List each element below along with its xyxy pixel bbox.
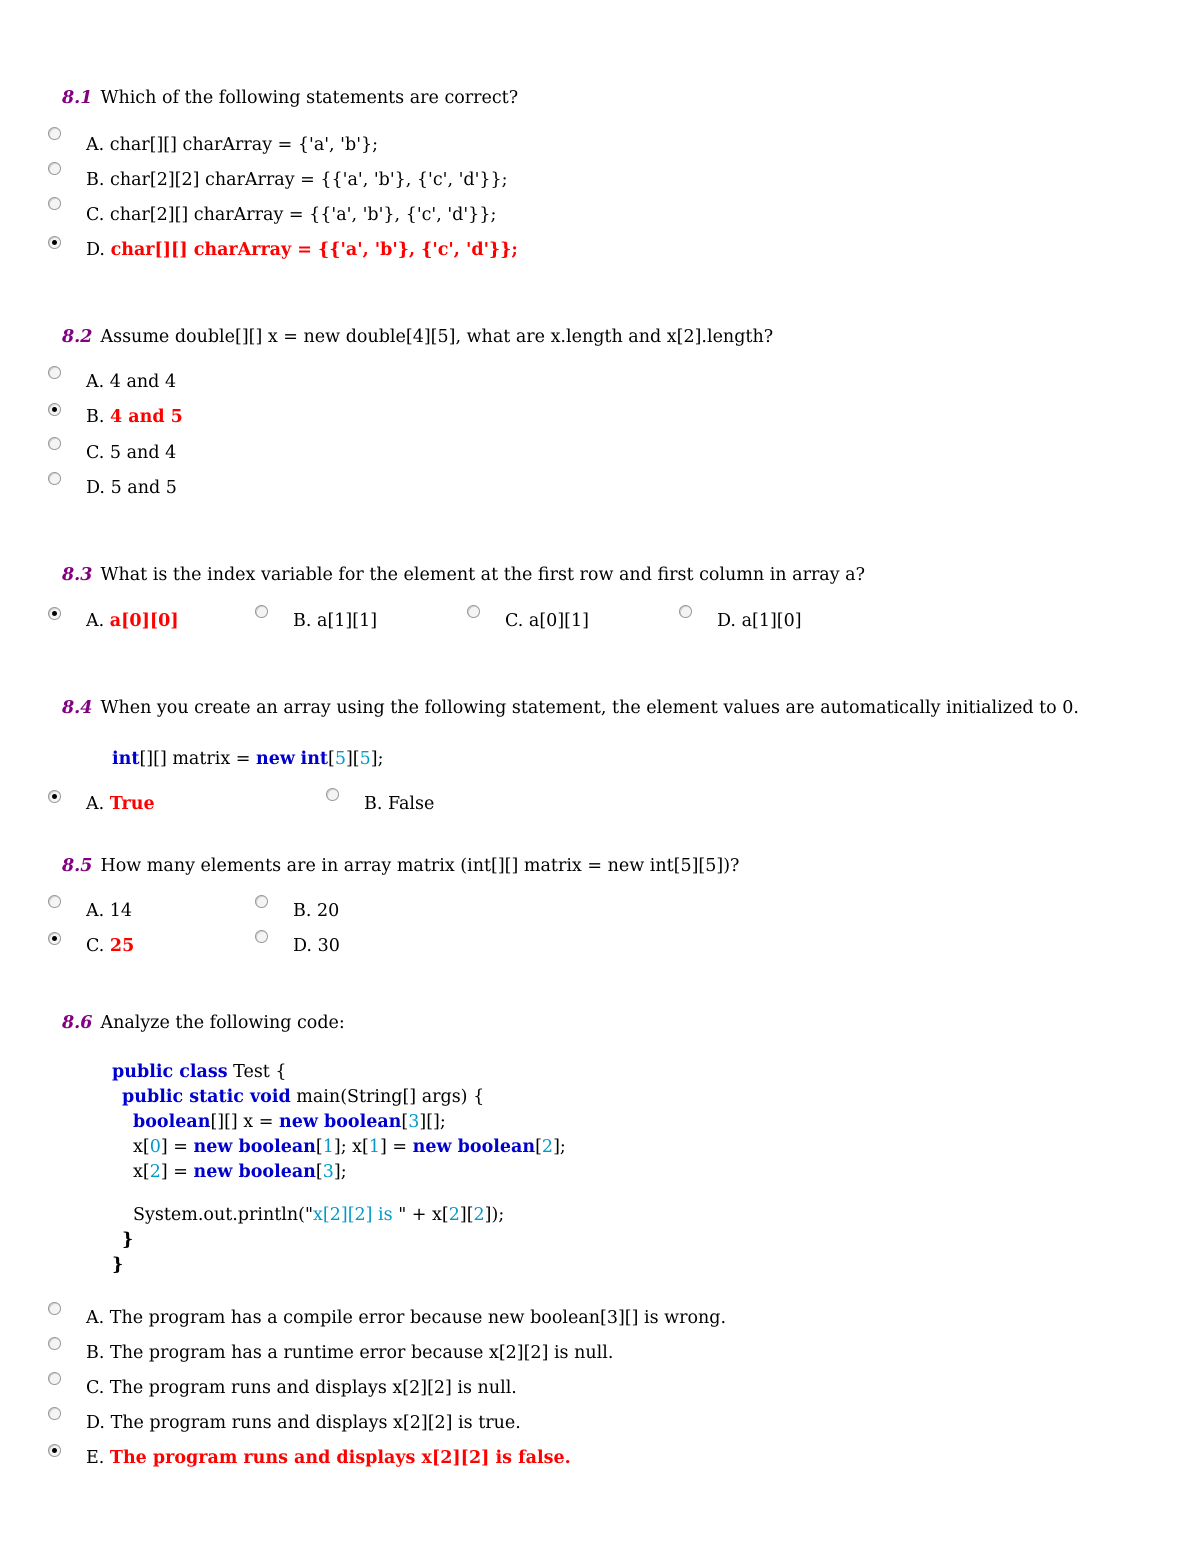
radio-button-q3-a[interactable] [48, 607, 61, 620]
code-line: public class Test { [112, 1062, 287, 1082]
radio-button-q5-d[interactable] [255, 930, 268, 943]
question-8-3-text: 8.3 What is the index variable for the element at the first row and first column in array a? [62, 565, 866, 585]
correct-answer: 4 and 5 [110, 407, 183, 427]
radio-button-q6-e[interactable] [48, 1444, 61, 1457]
radio-button-q5-c[interactable] [48, 932, 61, 945]
radio-button-q3-b[interactable] [255, 605, 268, 618]
question-8-4-text: 8.4 When you create an array using the following statement, the element values are automatically initialized to 0. [62, 698, 1079, 718]
radio-button-q3-d[interactable] [679, 605, 692, 618]
code-line: System.out.println("x[2][2] is " + x[2][2]); [133, 1205, 505, 1225]
radio-button-q6-b[interactable] [48, 1337, 61, 1350]
correct-answer: 25 [109, 936, 135, 956]
code-line: boolean[][] x = new boolean[3][]; [133, 1112, 446, 1132]
question-8-5-text: 8.5 How many elements are in array matrix (int[][] matrix = new int[5][5])? [62, 856, 740, 876]
radio-button-q1-d[interactable] [48, 236, 61, 249]
code-snippet-q4: int[][] matrix = new int[5][5]; [112, 749, 384, 769]
radio-button-q2-c[interactable] [48, 437, 61, 450]
question-8-2-text: 8.2 Assume double[][] x = new double[4][5], what are x.length and x[2].length? [62, 327, 774, 347]
code-line: x[0] = new boolean[1]; x[1] = new boolean[2]; [133, 1137, 566, 1157]
radio-button-q3-c[interactable] [467, 605, 480, 618]
correct-answer: char[][] charArray = {{'a', 'b'}, {'c', 'd'}}; [110, 240, 518, 260]
correct-answer: a[0][0] [109, 611, 179, 631]
code-line: x[2] = new boolean[3]; [133, 1162, 347, 1182]
radio-button-q1-a[interactable] [48, 127, 61, 140]
radio-button-q5-b[interactable] [255, 895, 268, 908]
radio-button-q2-b[interactable] [48, 403, 61, 416]
radio-button-q6-c[interactable] [48, 1372, 61, 1385]
radio-button-q1-b[interactable] [48, 162, 61, 175]
code-line: } [122, 1230, 134, 1250]
code-blank-line [112, 1185, 566, 1203]
question-8-6-text: 8.6 Analyze the following code: [62, 1013, 345, 1033]
correct-answer: The program runs and displays x[2][2] is false. [109, 1448, 571, 1468]
radio-button-q2-a[interactable] [48, 366, 61, 379]
correct-answer: True [109, 794, 155, 814]
radio-button-q2-d[interactable] [48, 472, 61, 485]
code-line: } [112, 1255, 124, 1275]
code-block-q6 [112, 1060, 566, 1278]
radio-button-q6-d[interactable] [48, 1407, 61, 1420]
radio-button-q4-b[interactable] [326, 788, 339, 801]
radio-button-q6-a[interactable] [48, 1302, 61, 1315]
radio-button-q5-a[interactable] [48, 895, 61, 908]
code-line: public static void main(String[] args) { [122, 1087, 485, 1107]
radio-button-q4-a[interactable] [48, 790, 61, 803]
question-8-1-text: 8.1 Which of the following statements are correct? [62, 88, 519, 108]
radio-button-q1-c[interactable] [48, 197, 61, 210]
